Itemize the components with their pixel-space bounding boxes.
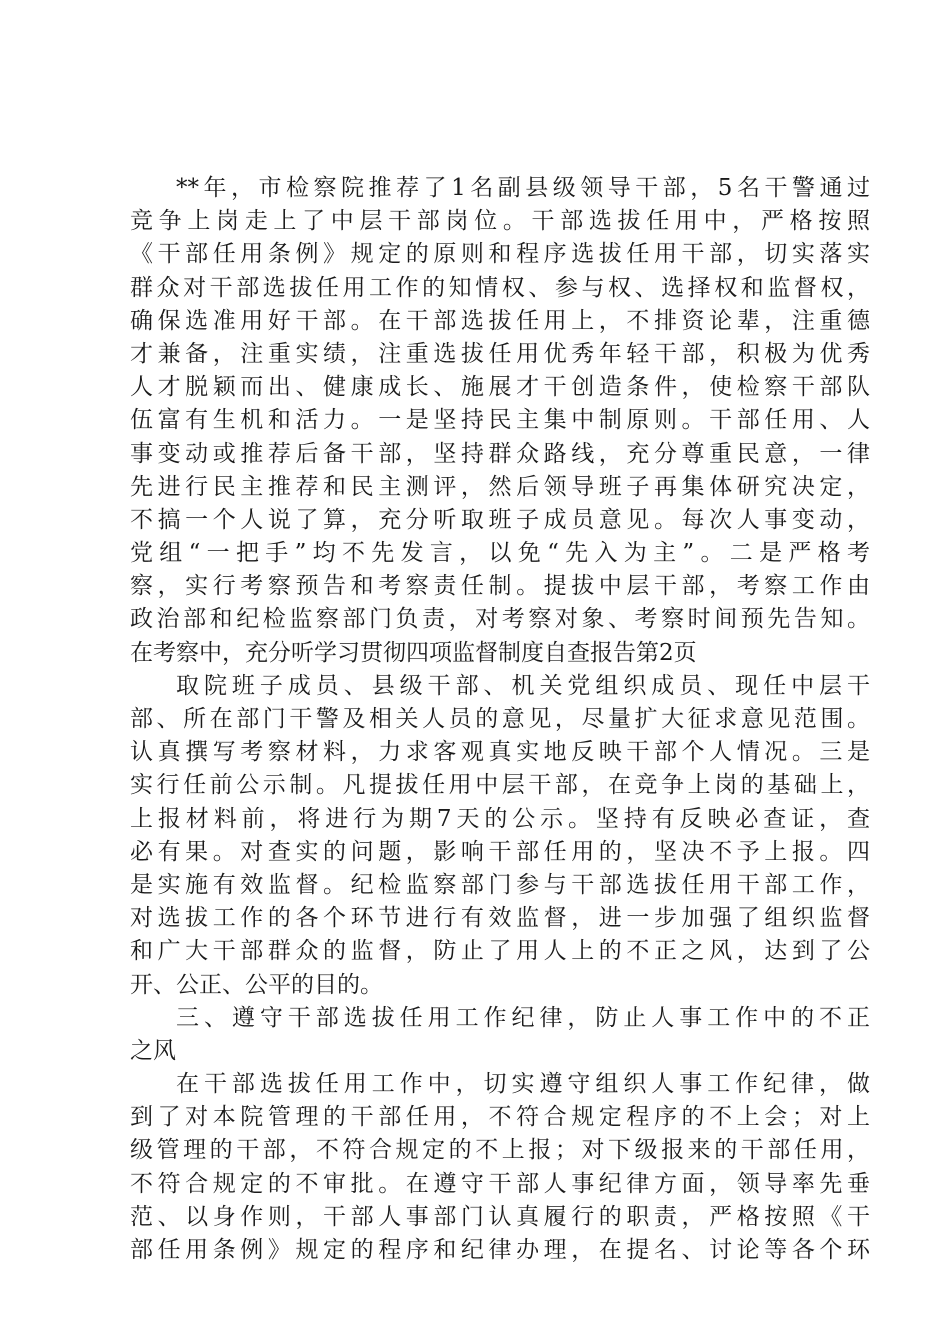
text-line: 察，实行考察预告和考察责任制。提拔中层干部，考察工作由 xyxy=(130,573,870,600)
text-line: 是实施有效监督。纪检监察部门参与干部选拔任用干部工作， xyxy=(130,871,870,898)
text-line: 才兼备，注重实绩，注重选拔任用优秀年轻干部，积极为优秀 xyxy=(130,340,870,367)
text-line: 范、以身作则，干部人事部门认真履行的职责，严格按照《干 xyxy=(130,1203,870,1230)
text-line: 在干部选拔任用工作中，切实遵守组织人事工作纪律，做 xyxy=(176,1071,870,1098)
text-line: 必有果。对查实的问题，影响干部任用的，坚决不予上报。四 xyxy=(130,838,870,865)
text-line: 群众对干部选拔任用工作的知情权、参与权、选择权和监督权， xyxy=(130,274,870,301)
text-line: 认真撰写考察材料，力求客观真实地反映干部个人情况。三是 xyxy=(130,739,870,766)
text-line: 不符合规定的不审批。在遵守干部人事纪律方面，领导率先垂 xyxy=(130,1170,870,1197)
text-line: 上报材料前，将进行为期7天的公示。坚持有反映必查证，查 xyxy=(130,805,870,832)
text-line: 先进行民主推荐和民主测评，然后领导班子再集体研究决定， xyxy=(130,473,870,500)
text-line: 部任用条例》规定的程序和纪律办理，在提名、讨论等各个环 xyxy=(130,1237,870,1263)
body-text xyxy=(130,172,870,1267)
text-line: 伍富有生机和活力。一是坚持民主集中制原则。干部任用、人 xyxy=(130,407,870,434)
text-line: 实行任前公示制。凡提拔任用中层干部，在竞争上岗的基础上， xyxy=(130,772,870,799)
text-line: 党组“一把手”均不先发言，以免“先入为主”。二是严格考 xyxy=(130,540,870,567)
text-line: 到了对本院管理的干部任用，不符合规定程序的不上会；对上 xyxy=(130,1104,870,1131)
text-line: 三、遵守干部选拔任用工作纪律，防止人事工作中的不正 xyxy=(176,1004,870,1031)
text-line: **年，市检察院推荐了1名副县级领导干部，5名干警通过 xyxy=(176,175,870,201)
text-line: 事变动或推荐后备干部，坚持群众路线，充分尊重民意，一律 xyxy=(130,440,870,467)
text-line: 取院班子成员、县级干部、机关党组织成员、现任中层干 xyxy=(176,672,870,699)
text-line: 竞争上岗走上了中层干部岗位。干部选拔任用中，严格按照 xyxy=(130,208,870,235)
text-line: 人才脱颖而出、健康成长、施展才干创造条件，使检察干部队 xyxy=(130,374,870,401)
text-line: 之风 xyxy=(130,1037,176,1064)
text-line: 政治部和纪检监察部门负责，对考察对象、考察时间预先告知。 xyxy=(130,606,870,633)
text-line: 开、公正、公平的目的。 xyxy=(130,971,383,998)
text-line: 对选拔工作的各个环节进行有效监督，进一步加强了组织监督 xyxy=(130,905,870,932)
text-line: 确保选准用好干部。在干部选拔任用上，不排资论辈，注重德 xyxy=(130,307,870,334)
text-line: 部、所在部门干警及相关人员的意见，尽量扩大征求意见范围。 xyxy=(130,706,870,732)
text-line: 不搞一个人说了算，充分听取班子成员意见。每次人事变动， xyxy=(130,506,870,533)
text-line: 和广大干部群众的监督，防止了用人上的不正之风，达到了公 xyxy=(130,938,870,965)
text-line: 在考察中，充分听学习贯彻四项监督制度自查报告第2页 xyxy=(130,639,697,666)
text-line: 《干部任用条例》规定的原则和程序选拔任用干部，切实落实 xyxy=(130,241,870,268)
text-line: 级管理的干部，不符合规定的不上报；对下级报来的干部任用， xyxy=(130,1137,870,1164)
